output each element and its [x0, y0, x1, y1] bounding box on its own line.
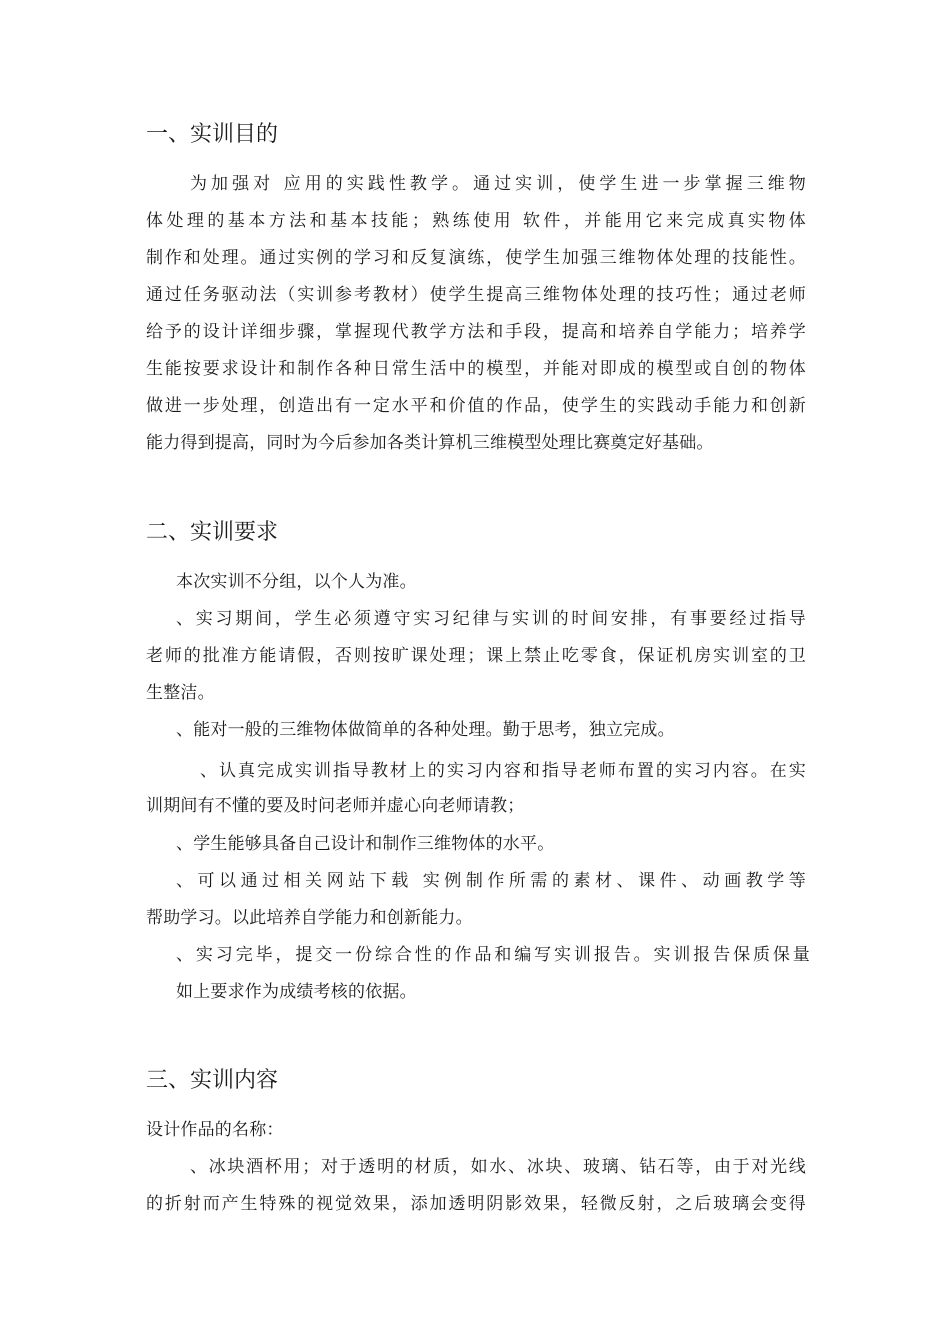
- paragraph-line: 、冰块酒杯用；对于透明的材质，如水、冰块、玻璃、钻石等，由于对光线: [190, 1157, 806, 1177]
- list-item: 、实习完毕，提交一份综合性的作品和编写实训报告。实训报告保质保量: [176, 945, 810, 965]
- paragraph-line: 通过任务驱动法（实训参考教材）使学生提高三维物体处理的技巧性；通过老师: [146, 285, 806, 305]
- paragraph-line: 为加强对 应用的实践性教学。通过实训，使学生进一步掌握三维物: [190, 174, 806, 194]
- paragraph-line: 的折射而产生特殊的视觉效果，添加透明阴影效果，轻微反射，之后玻璃会变得: [146, 1194, 806, 1214]
- section-heading-content: 三、实训内容: [146, 1068, 279, 1093]
- paragraph-line: 生能按要求设计和制作各种日常生活中的模型，并能对即成的模型或自创的物体: [146, 359, 806, 379]
- list-item: 、能对一般的三维物体做简单的各种处理。勤于思考，独立完成。: [176, 720, 675, 740]
- paragraph-line: 制作和处理。通过实例的学习和反复演练，使学生加强三维物体处理的技能性。: [146, 248, 806, 268]
- list-item: 、可以通过相关网站下载 实例制作所需的素材、课件、动画教学等: [176, 871, 806, 891]
- paragraph-line: 本次实训不分组，以个人为准。: [176, 572, 417, 592]
- paragraph-line: 给予的设计详细步骤，掌握现代教学方法和手段，提高和培养自学能力；培养学: [146, 322, 806, 342]
- paragraph-line: 帮助学习。以此培养自学能力和创新能力。: [146, 908, 473, 928]
- paragraph-line: 训期间有不懂的要及时问老师并虚心向老师请教；: [146, 796, 525, 816]
- list-item: 、实习期间，学生必须遵守实习纪律与实训的时间安排，有事要经过指导: [176, 609, 806, 629]
- list-item: 、学生能够具备自己设计和制作三维物体的水平。: [176, 834, 555, 854]
- paragraph-line: 能力得到提高，同时为今后参加各类计算机三维模型处理比赛奠定好基础。: [146, 433, 714, 453]
- paragraph-line: 体处理的基本方法和基本技能；熟练使用 软件，并能用它来完成真实物体: [146, 211, 806, 231]
- list-item: 、认真完成实训指导教材上的实习内容和指导老师布置的实习内容。在实: [200, 761, 806, 781]
- paragraph-line: 设计作品的名称：: [146, 1120, 284, 1140]
- paragraph-line: 做进一步处理，创造出有一定水平和价值的作品，使学生的实践动手能力和创新: [146, 396, 806, 416]
- paragraph-line: 老师的批准方能请假，否则按旷课处理；课上禁止吃零食，保证机房实训室的卫: [146, 646, 806, 666]
- paragraph-line: 如上要求作为成绩考核的依据。: [176, 982, 417, 1002]
- section-heading-requirements: 二、实训要求: [146, 520, 279, 545]
- section-heading-purpose: 一、实训目的: [146, 122, 279, 147]
- paragraph-line: 生整洁。: [146, 683, 215, 703]
